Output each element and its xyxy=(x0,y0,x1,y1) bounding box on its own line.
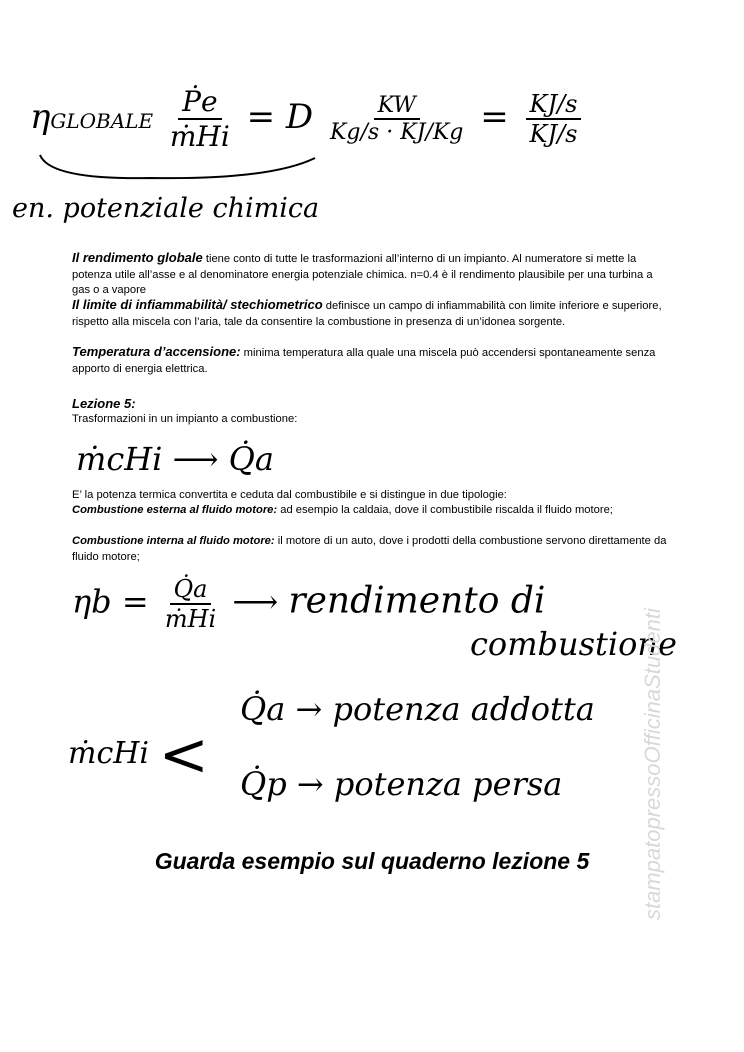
underbrace xyxy=(30,150,330,190)
label-combustione: combustione xyxy=(470,625,677,663)
paragraph-limite: Il limite di infiammabilità/ stechiometrico definisce un campo di infiammabilità con limite inferiore e superiore, rispetto alla miscela con l’aria, tale da consentire la combustione in presenza di un’idonea sorgente. xyxy=(72,297,662,328)
heading-lezione: Lezione 5: xyxy=(72,396,136,411)
paragraph-rendimento: Il rendimento globale tiene conto di tutte le trasformazioni all’interno di un impianto. Al numeratore si mette la potenza utile all’asse e al denominatore energia potenziale chimica. n=0.4 è il rendimento plausibile per una turbina a gas o a vapore xyxy=(72,250,653,296)
branch-top: Q̇a → potenza addotta xyxy=(240,690,595,728)
paragraph-interna: Combustione interna al fluido motore: il motore di un auto, dove i prodotti della combustione servono direttamente da fluido motore; xyxy=(72,535,667,563)
equation-rendimento-globale: ηGLOBALE $\frac{\text{Ṗe}}{\text{ṁHi}}$ = D $\frac{KW}{Kg/s \cdot KJ/Kg}$ = $\frac{KJ/s}{KJ/s}$ xyxy=(30,85,587,153)
branch-bottom: Q̇p → potenza persa xyxy=(240,765,563,803)
paragraph-temperatura: Temperatura d’accensione: minima temperatura alla quale una miscela può accendersi spontaneamente senza apporto di energia elettrica. xyxy=(72,344,656,375)
equation-rendimento-combustione: ηb = $\frac{Q̇a}{\text{ṁHi}}$ ⟶ rendimento di xyxy=(72,575,546,633)
equation-mchi-qa: ṁcHi ⟶ Q̇a xyxy=(76,440,274,478)
text-trasformazioni: Trasformazioni in un impianto a combustione: xyxy=(72,413,298,425)
brace-label: en. potenziale chimica xyxy=(12,193,320,224)
watermark: stampatopressoOfficinaStudenti xyxy=(640,608,665,920)
footer-note: Guarda esempio sul quaderno lezione 5 xyxy=(154,848,590,874)
text-potenza: E’ la potenza termica convertita e ceduta dal combustibile e si distingue in due tipologie: xyxy=(72,489,507,501)
equation-mchi-branch: ṁcHi < xyxy=(68,720,209,790)
paragraph-esterna: Combustione esterna al fluido motore: ad esempio la caldaia, dove il combustibile riscalda il fluido motore; xyxy=(72,504,613,516)
